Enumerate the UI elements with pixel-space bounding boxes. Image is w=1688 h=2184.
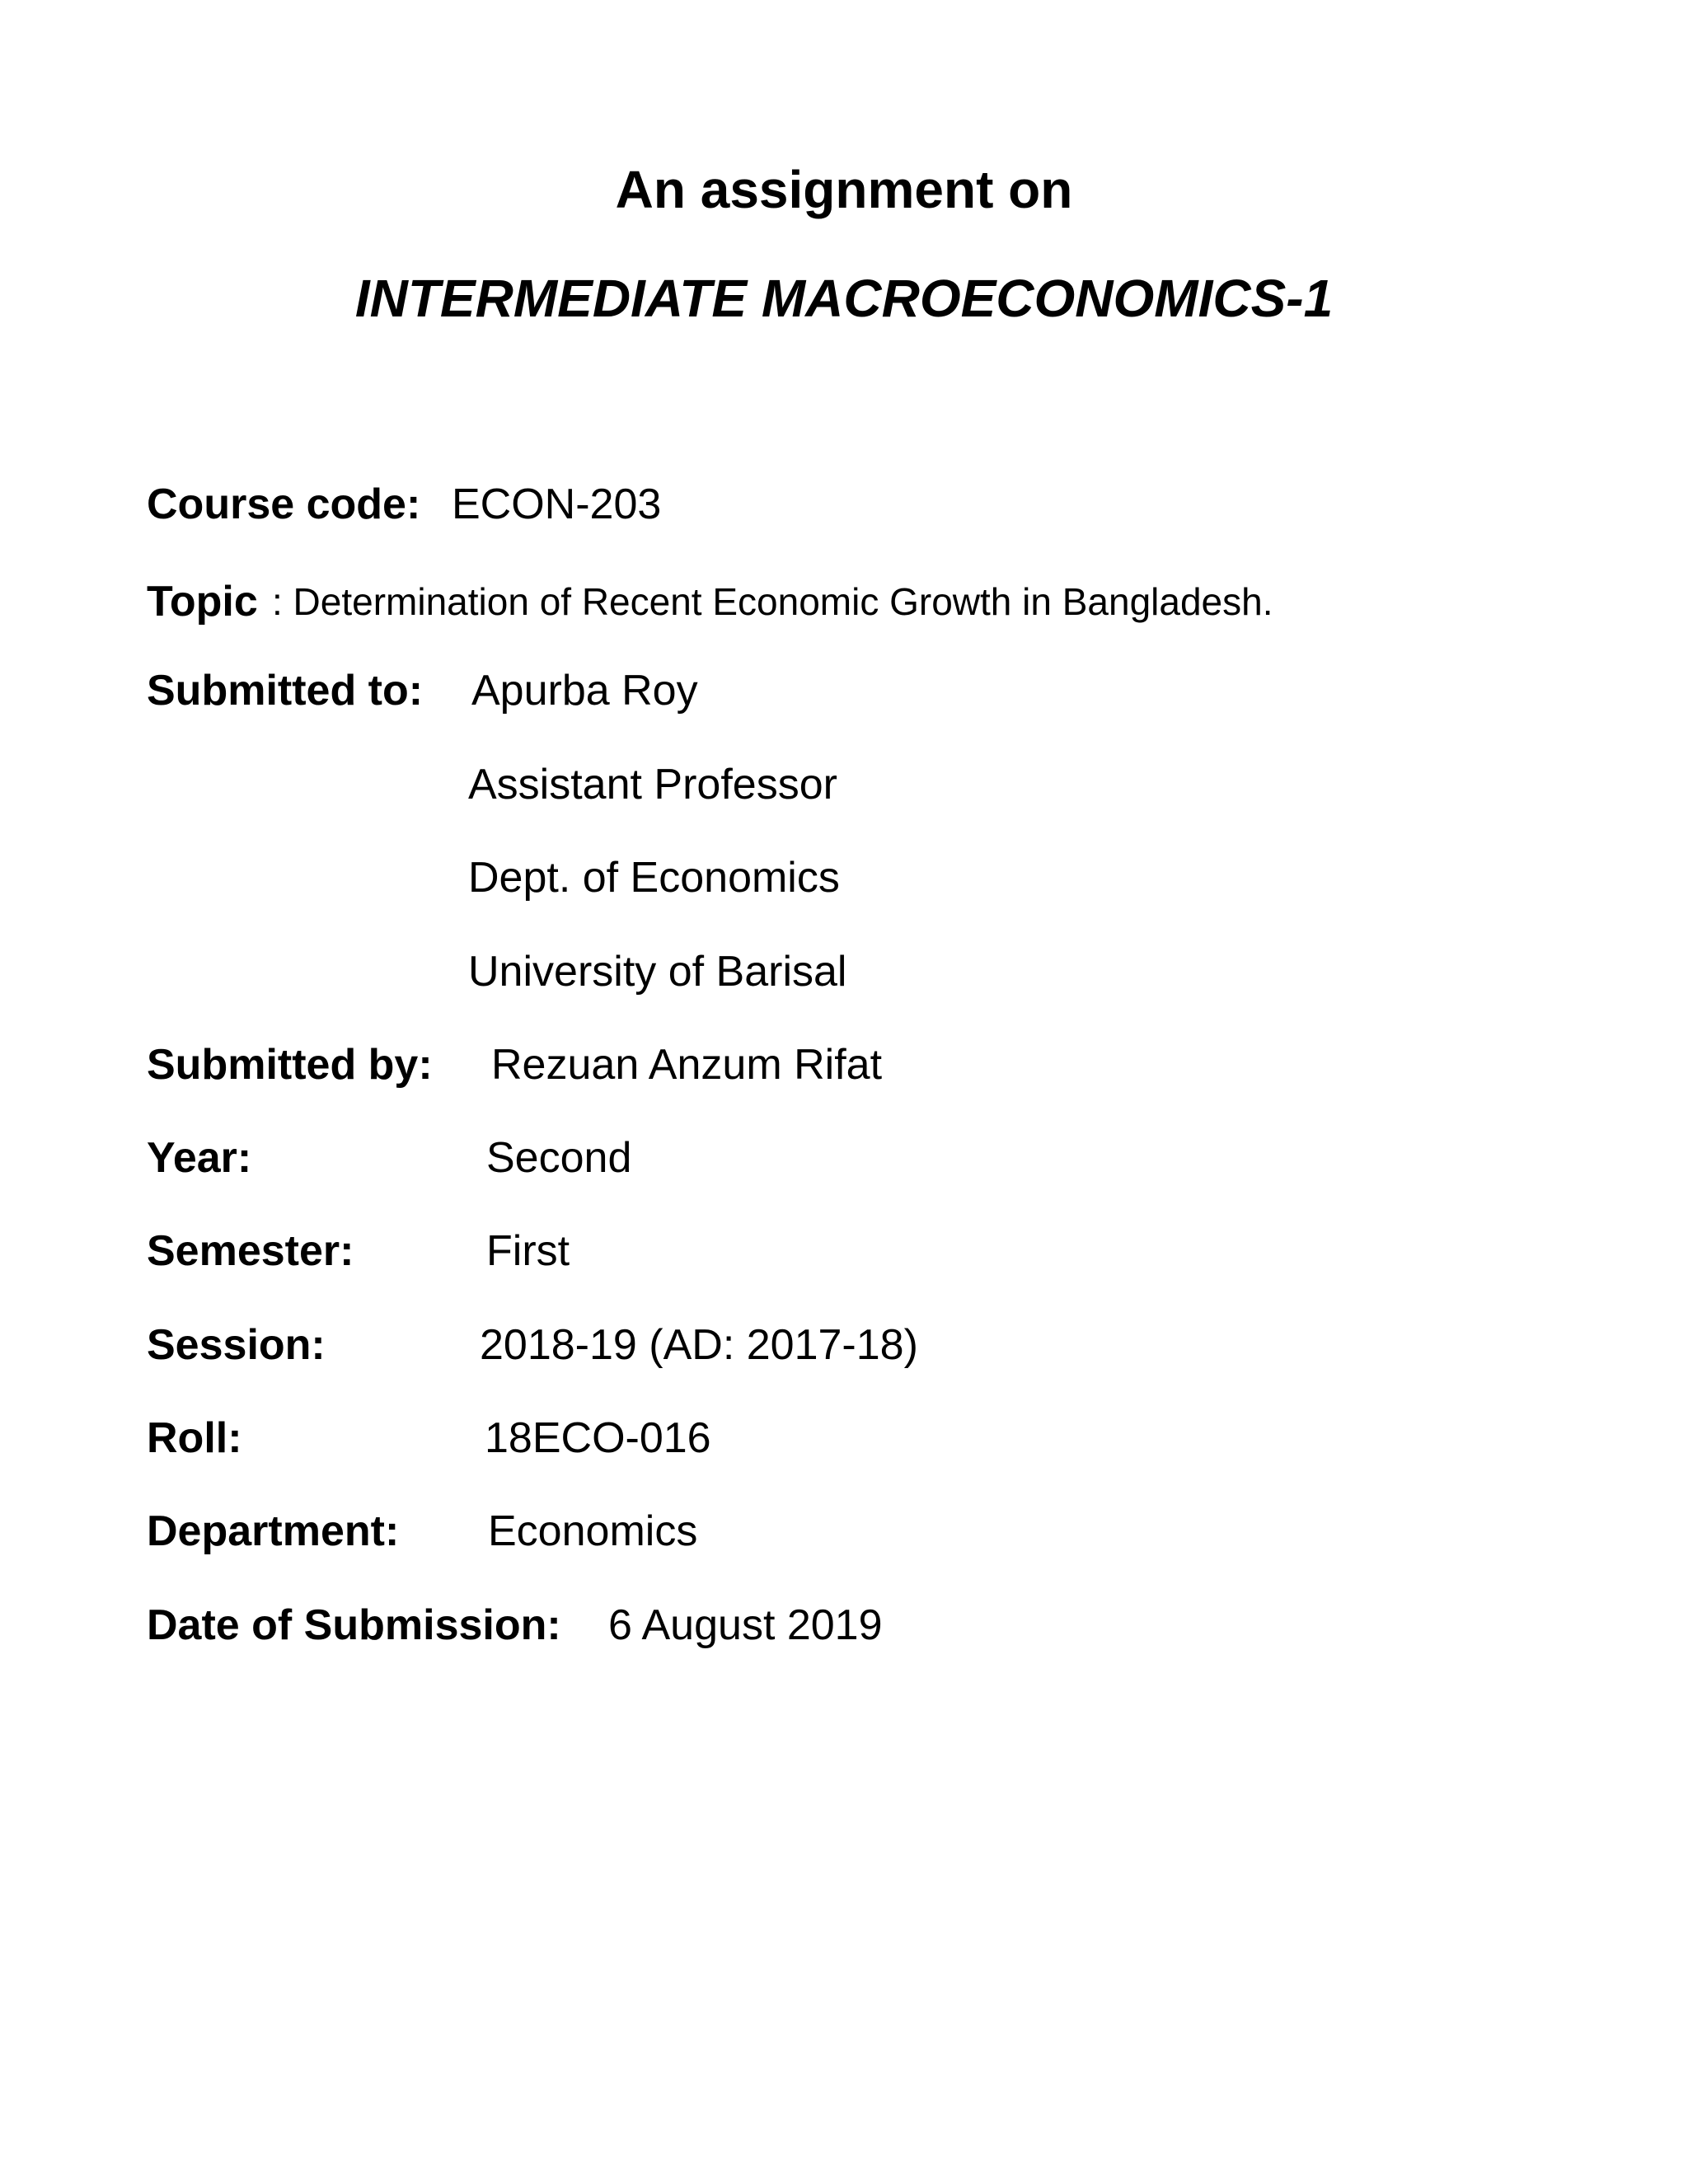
title-line-1: An assignment on (615, 160, 1073, 219)
session-value: 2018-19 (AD: 2017-18) (480, 1321, 918, 1369)
submitted-to-department: Dept. of Economics (468, 854, 840, 902)
title-line-2: INTERMEDIATE MACROECONOMICS-1 (354, 269, 1334, 328)
year-label: Year: (147, 1134, 252, 1182)
submitted-by-label: Submitted by: (147, 1041, 433, 1089)
course-code-value: ECON-203 (452, 480, 662, 528)
submitted-to-designation: Assistant Professor (468, 761, 837, 808)
roll-value: 18ECO-016 (485, 1414, 711, 1462)
submitted-by-value: Rezuan Anzum Rifat (491, 1041, 883, 1089)
submitted-to-label: Submitted to: (147, 667, 424, 715)
submitted-to-name: Apurba Roy (471, 667, 698, 715)
year-value: Second (486, 1134, 632, 1182)
course-code-label: Course code: (147, 480, 421, 528)
topic-label: Topic (147, 578, 258, 626)
semester-label: Semester: (147, 1227, 354, 1275)
session-label: Session: (147, 1321, 326, 1369)
roll-label: Roll: (147, 1414, 242, 1462)
topic-value: : Determination of Recent Economic Growth in Bangladesh. (272, 580, 1273, 623)
department-label: Department: (147, 1507, 400, 1555)
date-of-submission-value: 6 August 2019 (608, 1601, 883, 1649)
department-value: Economics (488, 1507, 698, 1555)
date-of-submission-label: Date of Submission: (147, 1601, 561, 1649)
semester-value: First (486, 1227, 570, 1275)
submitted-to-university: University of Barisal (468, 948, 847, 996)
